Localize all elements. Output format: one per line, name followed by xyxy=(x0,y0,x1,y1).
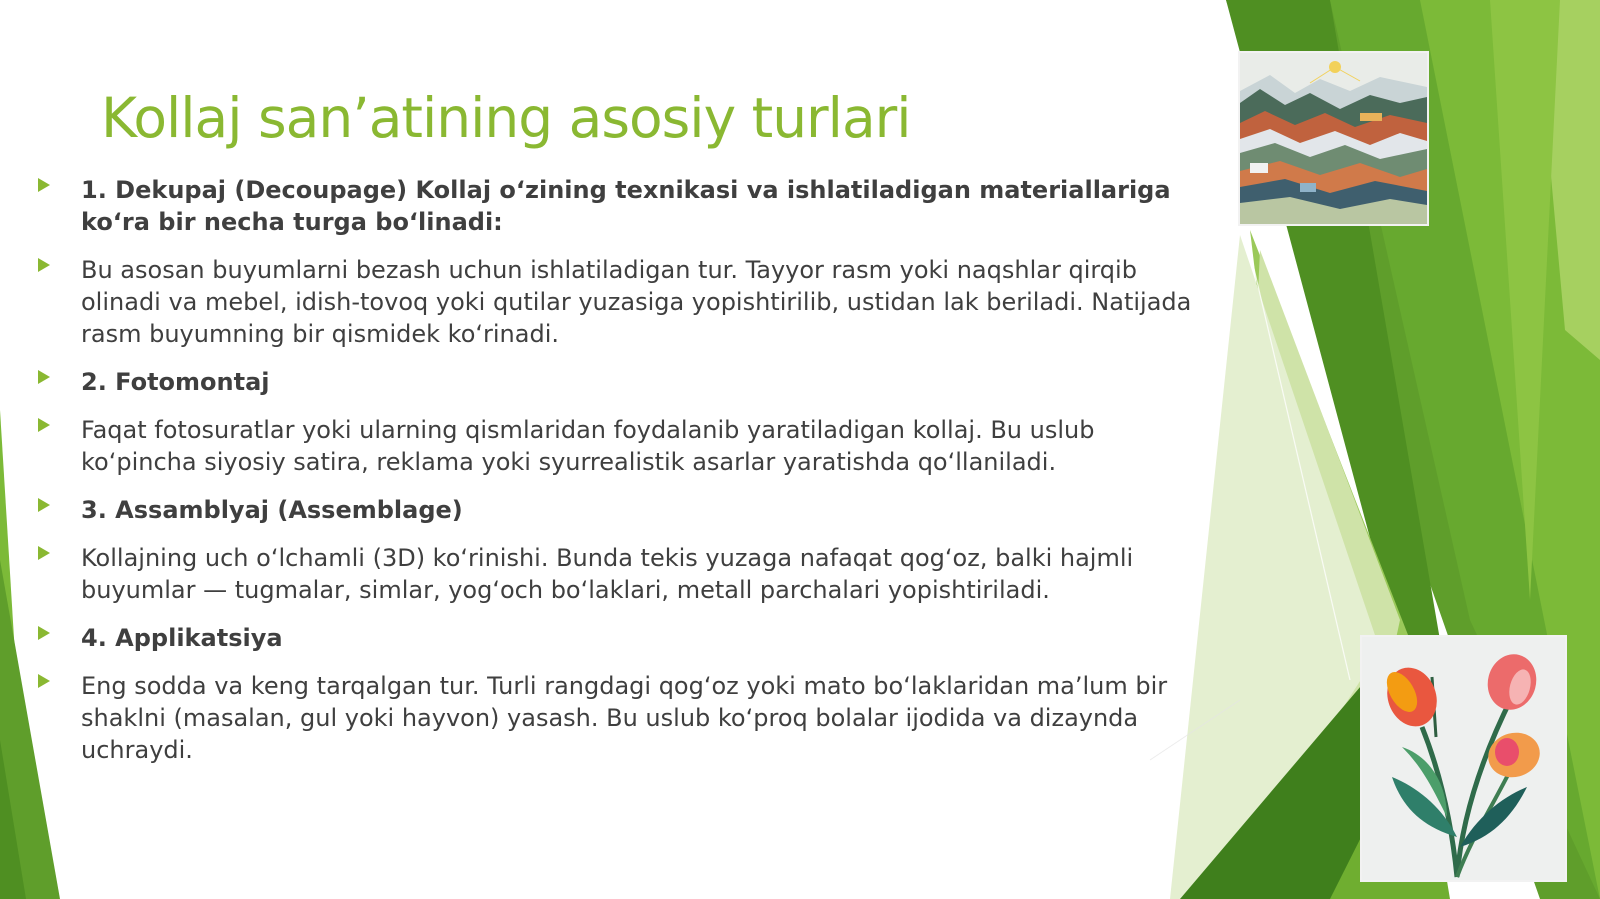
list-item xyxy=(38,622,1210,654)
bullet-arrow-icon xyxy=(38,546,50,560)
list-item xyxy=(38,414,1210,478)
item-text: Faqat fotosuratlar yoki ularning qismlaridan foydalanib yaratiladigan kollaj. Bu uslub ko‘pincha siyosiy satira, reklama yoki syurrealistik asarlar yaratishda qo‘llaniladi. xyxy=(81,416,1095,476)
list-item xyxy=(38,494,1210,526)
item-text: 1. Dekupaj (Decoupage) Kollaj o‘zining texnikasi va ishlatiladigan materiallariga ko‘ra bir necha turga bo‘linadi: xyxy=(81,176,1171,236)
item-text: Kollajning uch o‘lchamli (3D) ko‘rinishi. Bunda tekis yuzaga nafaqat qog‘oz, balki hajmli buyumlar — tugmalar, simlar, yog‘och bo‘laklari, metall parchalari yopishtiriladi. xyxy=(81,544,1134,604)
item-text: 3. Assamblyaj (Assemblage) xyxy=(81,496,463,524)
list-item xyxy=(38,542,1210,606)
bullet-arrow-icon xyxy=(38,258,50,272)
bullet-arrow-icon xyxy=(38,498,50,512)
list-item xyxy=(38,670,1210,766)
item-text: Eng sodda va keng tarqalgan tur. Turli rangdagi qog‘oz yoki mato bo‘laklaridan ma’lum bir shaklni (masalan, gul yoki hayvon) yasash. Bu uslub ko‘proq bolalar ijodida va dizaynda uchraydi. xyxy=(81,672,1168,764)
bullet-arrow-icon xyxy=(38,626,50,640)
mountain-collage-image xyxy=(1240,53,1427,224)
item-text: 4. Applikatsiya xyxy=(81,624,283,652)
bullet-arrow-icon xyxy=(38,674,50,688)
item-text: 2. Fotomontaj xyxy=(81,368,270,396)
bullet-arrow-icon xyxy=(38,370,50,384)
flower-collage-image xyxy=(1362,637,1565,880)
list-item xyxy=(38,174,1210,238)
bullet-arrow-icon xyxy=(38,418,50,432)
slide-title: Kollaj san’atining asosiy turlari xyxy=(101,86,911,150)
bullet-arrow-icon xyxy=(38,178,50,192)
bullet-list xyxy=(38,174,1210,766)
list-item xyxy=(38,366,1210,398)
item-text: Bu asosan buyumlarni bezash uchun ishlatiladigan tur. Tayyor rasm yoki naqshlar qirqib olinadi va mebel, idish-tovoq yoki qutilar yuzasiga yopishtirilib, ustidan lak beriladi. Natijada rasm buyumning bir qismidek ko‘rinadi. xyxy=(81,256,1192,348)
list-item xyxy=(38,254,1210,350)
